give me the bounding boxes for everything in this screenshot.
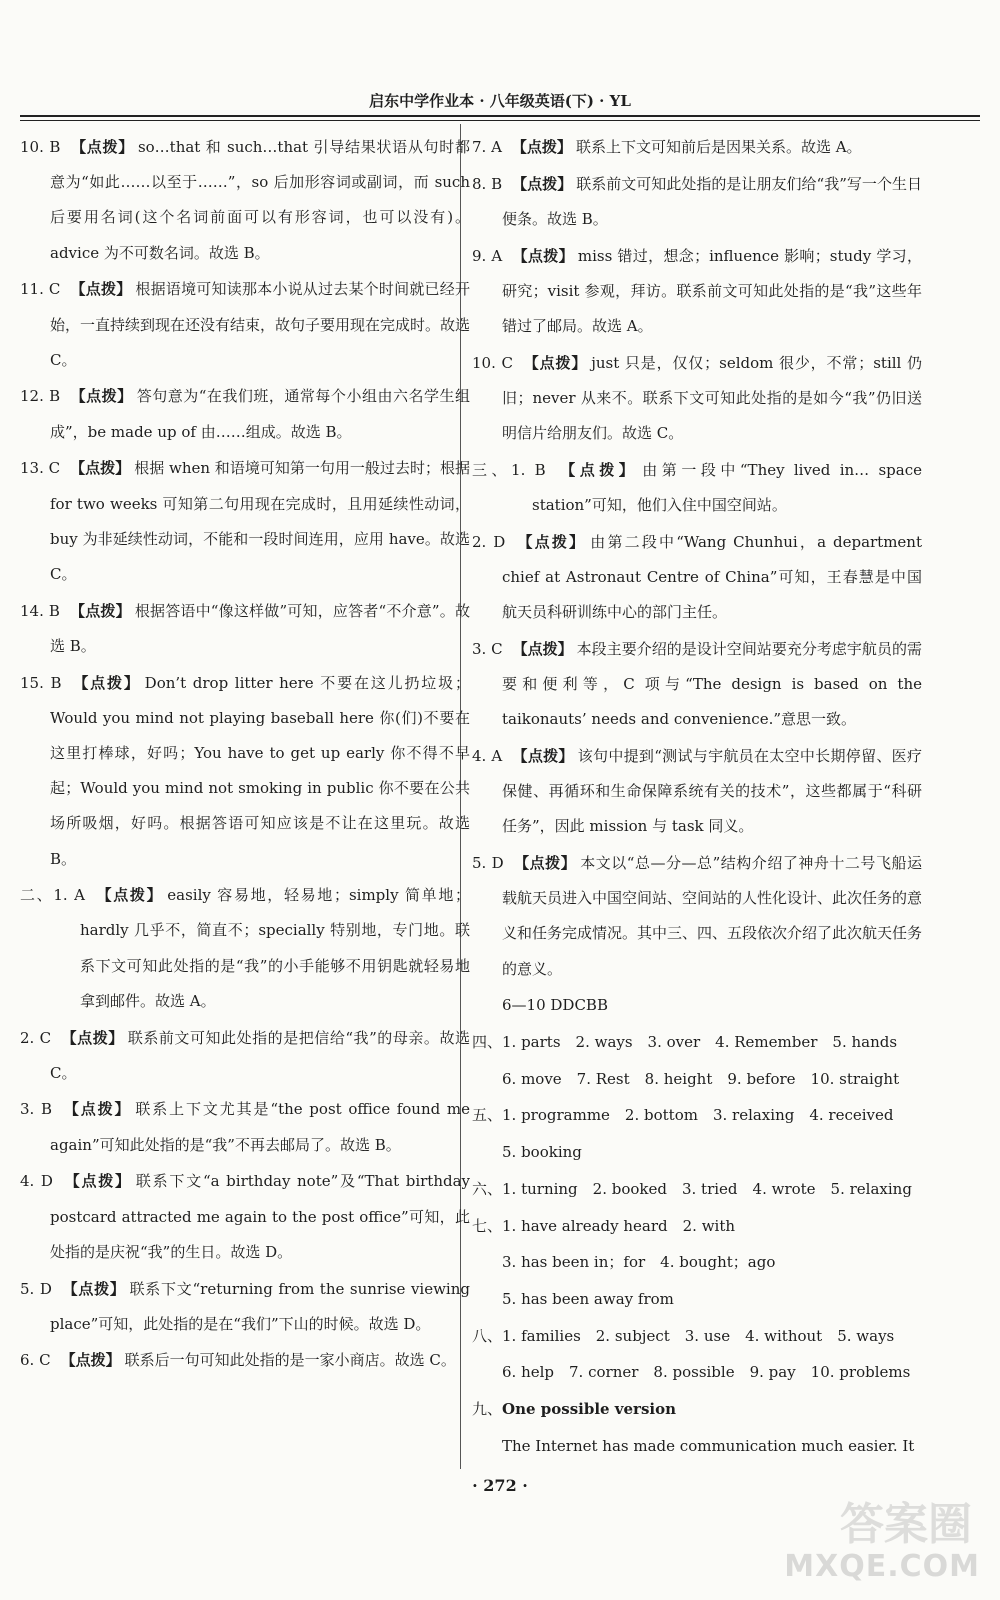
hint-tag: 【点拨】 xyxy=(70,138,134,156)
answer-item xyxy=(472,239,922,345)
answer-line: 六、1. turning 2. booked 3. tried 4. wrote 5. relaxing xyxy=(472,1179,912,1198)
hint-tag: 【点拨】 xyxy=(513,854,577,873)
answer-item xyxy=(20,379,470,449)
answer-item xyxy=(20,1092,470,1162)
right-column xyxy=(472,130,922,1464)
answer-line: 八、1. families 2. subject 3. use 4. without 5. ways xyxy=(472,1326,895,1345)
answer-number: 2. C xyxy=(20,1028,52,1047)
hint-tag: 【点拨】 xyxy=(511,138,572,156)
watermark-mark: 答案圈 xyxy=(840,1499,972,1550)
answer-item xyxy=(472,632,922,738)
essay-paragraph: The Internet has made communication much easier. It xyxy=(502,1436,915,1455)
answer-item xyxy=(20,1343,470,1378)
answer-number: 5. D xyxy=(472,854,504,873)
explanation-text: 根据 when 和语境可知第一句用一般过去时；根据 for two weeks 可知第二句用现在完成时，且用延续性动词，buy 为非延续性动词，不能和一段时间连用，应用 have。故选 C。 xyxy=(50,459,470,583)
answer-line: 5. has been away from xyxy=(502,1290,674,1308)
explanation-text: 由第一段中“They lived in… space station”可知，他们入住中国空间站。 xyxy=(532,460,922,515)
explanation-text: 联系下文“returning from the sunrise viewing place”可知，此处指的是在“我们”下山的时候。故选 D。 xyxy=(50,1279,470,1333)
answer-item xyxy=(472,846,922,987)
explanation-text: 联系上下文尤其是“the post office found me again”可知此处指的是“我”不再去邮局了。故选 B。 xyxy=(50,1100,470,1154)
answer-line: 3. has been in；for 4. bought；ago xyxy=(502,1253,776,1272)
answer-number: 14. B xyxy=(20,601,60,620)
answer-line: 5. booking xyxy=(502,1143,582,1162)
explanation-text: 联系后一句可知此处指的是一家小商店。故选 C。 xyxy=(124,1351,456,1370)
answer-item xyxy=(472,739,922,845)
hint-tag: 【点拨】 xyxy=(512,639,573,658)
answer-number: 5. D xyxy=(20,1279,52,1298)
answer-number: 15. B xyxy=(20,673,62,692)
explanation-text: miss 错过，想念；influence 影响；study 学习，研究；visit 参观，拜访。联系前文可知此处指的是“我”这些年错过了邮局。故选 A。 xyxy=(502,246,922,336)
answer-item xyxy=(20,594,470,664)
answer-line: 七、1. have already heard 2. with xyxy=(472,1216,736,1235)
hint-tag: 【点拨】 xyxy=(512,246,574,265)
page-number: · 272 · xyxy=(472,1476,528,1495)
answer-number: 7. A xyxy=(472,138,502,156)
answer-item xyxy=(472,346,922,452)
hint-tag: 【点拨】 xyxy=(69,601,131,620)
answer-line: 6—10 DDCBB xyxy=(502,996,608,1015)
answer-number: 9. A xyxy=(472,246,503,265)
explanation-text: 根据答语中“像这样做”可知，应答者“不介意”。故选 B。 xyxy=(50,601,470,655)
answer-number: 12. B xyxy=(20,387,61,406)
watermark-logo xyxy=(780,1488,980,1588)
hint-tag: 【点拨】 xyxy=(512,746,574,765)
hint-tag: 【点拨】 xyxy=(70,387,133,406)
answer-number: 11. C xyxy=(20,280,61,299)
running-header: 启东中学作业本 · 八年级英语(下) · YL xyxy=(369,92,631,110)
answer-line: 6. help 7. corner 8. possible 9. pay 10. problems xyxy=(502,1363,911,1382)
answer-item xyxy=(20,666,470,877)
explanation-text: easily 容易地，轻易地；simply 简单地；hardly 几乎不，简直不；specially 特别地，专门地。联系下文可知此处指的是“我”的小手能够不用钥匙就轻易地拿到邮件。故选 A。 xyxy=(80,886,470,1010)
hint-tag: 【点拨】 xyxy=(61,1028,124,1047)
answer-number: 13. C xyxy=(20,459,61,478)
explanation-text: Don’t drop litter here 不要在这儿扔垃圾；Would you mind not playing baseball here 你(们)不要在这里打棒球，好吗；You have to get up early 你不得不早起；Would you mind not smoking in public 你不要在公共场所吸烟，好吗。根据答语可知应该是不让在这里玩。故选 B。 xyxy=(50,673,470,868)
answer-number: 2. D xyxy=(472,532,506,551)
explanation-text: 本段主要介绍的是设计空间站要充分考虑宇航员的需要和便利等，C 项与“The design is based on the taikonauts’ needs and convenience.”意思一致。 xyxy=(502,639,922,729)
hint-tag: 【点拨】 xyxy=(94,886,164,905)
answer-item xyxy=(472,453,922,523)
watermark-text: MXQE.COM xyxy=(784,1549,980,1584)
explanation-text: 联系前文可知此处指的是把信给“我”的母亲。故选 C。 xyxy=(50,1028,470,1082)
answer-item xyxy=(472,167,922,237)
hint-tag: 【点拨】 xyxy=(62,1172,132,1191)
hint-tag: 【点拨】 xyxy=(61,1279,126,1298)
left-column xyxy=(20,130,470,1380)
answer-item xyxy=(20,878,470,1019)
explanation-text: so…that 和 such…that 引导结果状语从句时都意为“如此……以至于……”，so 后加形容词或副词，而 such 后要用名词(这个名词前面可以有形容词，也可以没有)。advice 为不可数名词。故选 B。 xyxy=(50,138,470,262)
answer-number: 4. D xyxy=(20,1172,53,1191)
explanation-text: 联系下文“a birthday note”及“That birthday postcard attracted me again to the post office”可知，此处指的是庆祝“我”的生日。故选 D。 xyxy=(50,1172,470,1261)
answer-line: 五、1. programme 2. bottom 3. relaxing 4. received xyxy=(472,1106,894,1125)
answer-number: 6. C xyxy=(20,1351,51,1370)
answer-item xyxy=(20,130,470,271)
answer-number: 3. B xyxy=(20,1100,52,1119)
answer-item xyxy=(472,525,922,631)
answer-line: 四、1. parts 2. ways 3. over 4. Remember 5. hands xyxy=(472,1033,898,1052)
hint-tag: 【点拨】 xyxy=(71,673,141,692)
hint-tag: 【点拨】 xyxy=(515,532,587,551)
answer-item xyxy=(472,130,922,165)
answer-item xyxy=(20,1272,470,1342)
hint-tag: 【点拨】 xyxy=(60,1351,121,1370)
header-rule xyxy=(20,115,980,121)
answer-item xyxy=(20,1021,470,1091)
answer-number: 8. B xyxy=(472,174,503,193)
explanation-text: 根据语境可知读那本小说从过去某个时间就已经开始，一直持续到现在还没有结束，故句子要用现在完成时。故选 C。 xyxy=(50,280,471,369)
answer-number: 二、1. A xyxy=(20,886,85,905)
hint-tag: 【点拨】 xyxy=(70,280,132,299)
explanation-text: 该句中提到“测试与宇航员在太空中长期停留、医疗保健、再循环和生命保障系统有关的技术”，这些都属于“科研任务”，因此 mission 与 task 同义。 xyxy=(502,746,922,836)
hint-tag: 【点拨】 xyxy=(512,174,573,193)
answer-number: 三、1. B xyxy=(472,460,546,479)
hint-tag: 【点拨】 xyxy=(555,460,639,479)
explanation-text: 联系前文可知此处指的是让朋友们给“我”写一个生日便条。故选 B。 xyxy=(502,174,922,228)
section-nine-heading: 九、One possible version xyxy=(472,1400,677,1419)
answer-number: 10. B xyxy=(20,138,61,156)
explanation-text: 答句意为“在我们班，通常每个小组由六名学生组成”，be made up of 由……组成。故选 B。 xyxy=(50,387,470,441)
answer-item xyxy=(20,1164,470,1270)
answer-number: 4. A xyxy=(472,746,503,765)
hint-tag: 【点拨】 xyxy=(70,459,131,478)
explanation-text: just 只是，仅仅；seldom 很少，不常；still 仍旧；never 从来不。联系下文可知此处指的是如今“我”仍旧送明信片给朋友们。故选 C。 xyxy=(502,353,922,443)
answer-item xyxy=(20,272,470,378)
explanation-text: 联系上下文可知前后是因果关系。故选 A。 xyxy=(575,138,862,156)
answer-number: 10. C xyxy=(472,353,513,372)
answer-item xyxy=(20,451,470,592)
explanation-text: 由第二段中“Wang Chunhui，a department chief at Astronaut Centre of China”可知，王春慧是中国航天员科研训练中心的部门主任。 xyxy=(502,532,922,622)
hint-tag: 【点拨】 xyxy=(522,353,588,372)
explanation-text: 本文以“总—分—总”结构介绍了神舟十二号飞船运载航天员进入中国空间站、空间站的人性化设计、此次任务的意义和任务完成情况。其中三、四、五段依次介绍了此次航天任务的意义。 xyxy=(502,854,923,978)
answer-number: 3. C xyxy=(472,639,503,658)
answer-line: 6. move 7. Rest 8. height 9. before 10. straight xyxy=(502,1069,900,1088)
hint-tag: 【点拨】 xyxy=(61,1100,132,1119)
